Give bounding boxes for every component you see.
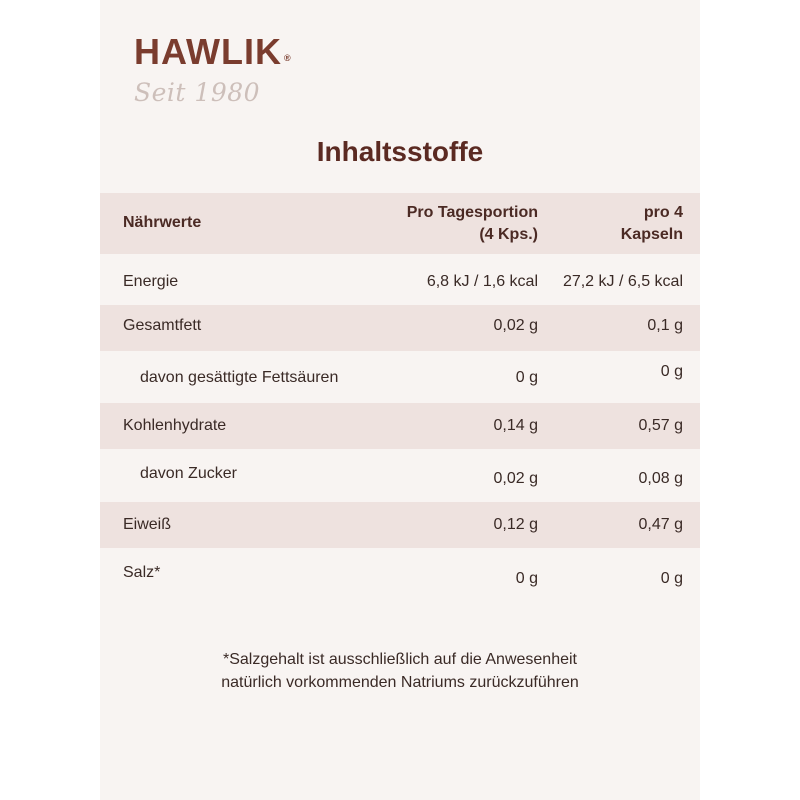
row-per-caps: 27,2 kJ / 6,5 kcal	[562, 273, 683, 290]
table-row	[100, 254, 700, 305]
row-per-caps: 0,47 g	[638, 516, 683, 533]
row-per-caps: 0 g	[660, 570, 683, 587]
row-per-caps: 0,08 g	[638, 470, 683, 487]
row-per-caps: 0,57 g	[638, 417, 683, 434]
row-per-day: 0 g	[515, 369, 538, 386]
row-per-caps: 0,1 g	[647, 317, 683, 334]
header-per-caps-line2: Kapseln	[620, 226, 683, 243]
brand-logo	[134, 30, 292, 108]
footnote	[100, 648, 700, 694]
table-row	[100, 548, 700, 604]
header-name: Nährwerte	[123, 214, 202, 231]
row-per-caps: 0 g	[660, 363, 683, 380]
nutrition-rows	[100, 254, 700, 604]
table-row	[100, 449, 700, 502]
row-name: Energie	[123, 273, 179, 290]
footnote-line1: *Salzgehalt ist ausschließlich auf die Anwesenheit	[223, 651, 577, 668]
row-name: davon Zucker	[140, 465, 237, 482]
table-header	[100, 193, 700, 254]
table-row	[100, 351, 700, 403]
brand-tagline: Seit 1980	[134, 78, 261, 107]
header-per-day-line1: Pro Tagesportion	[406, 204, 538, 221]
row-name: Kohlenhydrate	[123, 417, 227, 434]
row-per-day: 0,14 g	[493, 417, 538, 434]
table-row	[100, 502, 700, 548]
row-per-day: 0,02 g	[493, 470, 538, 487]
registered-mark: ®	[283, 53, 292, 63]
header-per-caps	[621, 202, 683, 246]
row-name: Gesamtfett	[123, 317, 202, 334]
row-name: davon gesättigte Fettsäuren	[140, 369, 339, 386]
page-title: Inhaltsstoffe	[316, 136, 484, 167]
row-per-day: 6,8 kJ / 1,6 kcal	[426, 273, 538, 290]
nutrition-card	[100, 0, 700, 800]
footnote-line2: natürlich vorkommenden Natriums zurückzuführen	[221, 674, 579, 691]
row-per-day: 0,12 g	[493, 516, 538, 533]
nutrition-table	[100, 193, 700, 254]
table-row	[100, 403, 700, 449]
brand-wordmark: HAWLIK ®	[134, 31, 292, 72]
row-per-day: 0 g	[515, 570, 538, 587]
row-per-day: 0,02 g	[493, 317, 538, 334]
header-per-caps-line1: pro 4	[643, 204, 683, 221]
header-per-day	[407, 202, 538, 246]
row-name: Eiweiß	[123, 516, 172, 533]
row-name: Salz*	[123, 564, 161, 581]
header-per-day-line2: (4 Kps.)	[479, 226, 538, 243]
table-row	[100, 305, 700, 351]
